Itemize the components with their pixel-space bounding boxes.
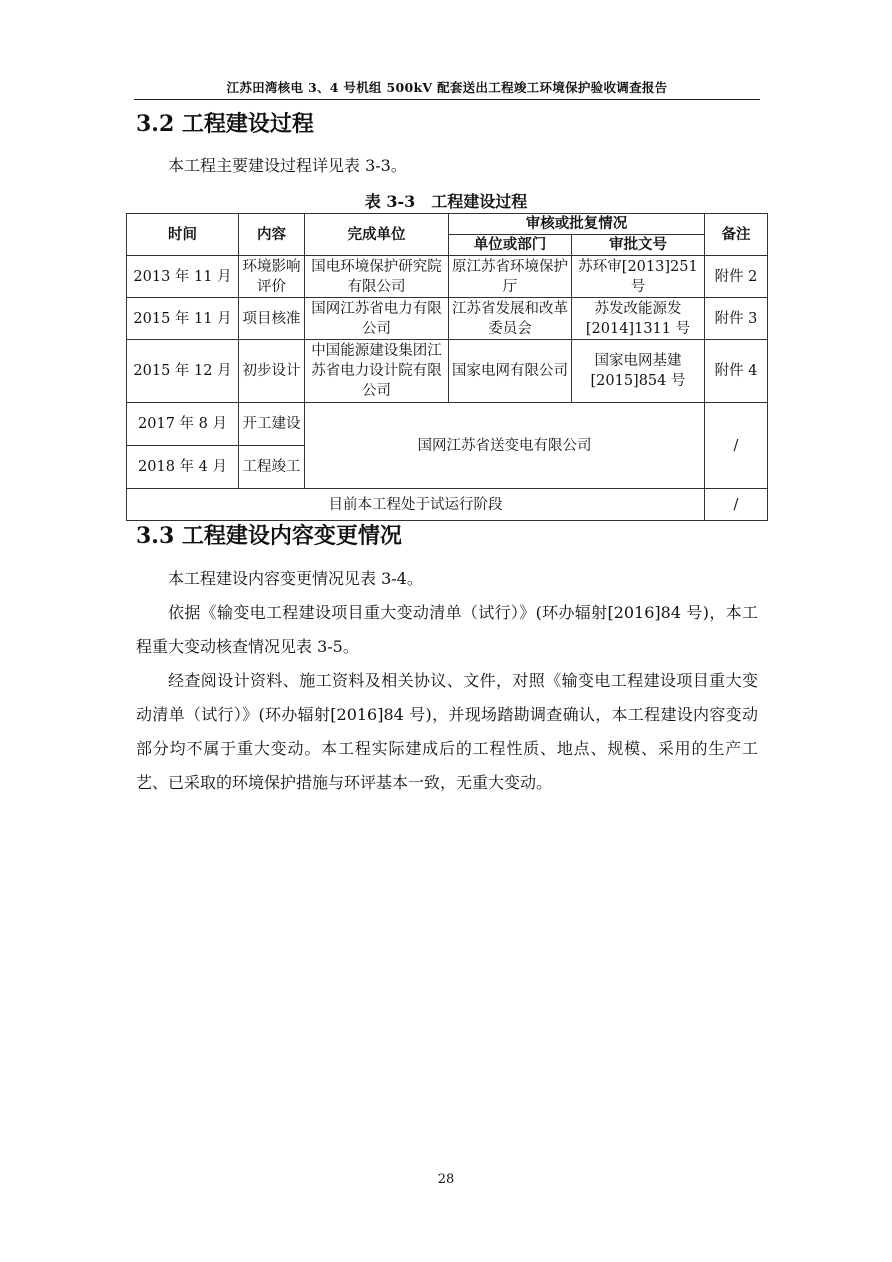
table-row	[127, 403, 768, 446]
cell-doc: 苏环审[2013]251号	[572, 256, 705, 298]
section-3-3-paragraph-2: 依据《输变电工程建设项目重大变动清单（试行）》(环办辐射[2016]84 号)，本工程重大变动核查情况见表 3-5。	[136, 603, 758, 656]
table-row	[127, 340, 768, 403]
cell-content: 初步设计	[239, 340, 305, 403]
table-row	[127, 298, 768, 340]
table-footer-row	[127, 489, 768, 521]
cell-unit: 国网江苏省电力有限公司	[305, 298, 449, 340]
section-3-3-heading: 3.3 工程建设内容变更情况	[136, 523, 402, 549]
cell-time: 2018 年 4 月	[127, 446, 239, 489]
cell-dept: 国家电网有限公司	[449, 340, 572, 403]
report-header-title: 江苏田湾核电 3、4 号机组 500kV 配套送出工程竣工环境保护验收调查报告	[226, 80, 668, 95]
cell-unit: 国电环境保护研究院有限公司	[305, 256, 449, 298]
section-3-2-intro: 本工程主要建设过程详见表 3-3。	[168, 156, 407, 175]
cell-footer-text: 目前本工程处于试运行阶段	[127, 489, 705, 521]
table-row	[127, 256, 768, 298]
cell-footer-note: /	[705, 489, 768, 521]
cell-note: 附件 4	[705, 340, 768, 403]
cell-time: 2015 年 12 月	[127, 340, 239, 403]
header-rule	[134, 99, 760, 100]
cell-time: 2017 年 8 月	[127, 403, 239, 446]
cell-time: 2015 年 11 月	[127, 298, 239, 340]
header-dept: 单位或部门	[449, 235, 572, 256]
section-3-3-paragraph-3: 经查阅设计资料、施工资料及相关协议、文件，对照《输变电工程建设项目重大变动清单（试行）》(环办辐射[2016]84 号)，并现场踏勘调查确认，本工程建设内容变动部分均不属于重大变动。本工程实际建成后的工程性质、地点、规模、采用的生产工艺、已采取的环境保护措施与环评基本一致，无重大变动。	[136, 671, 758, 792]
section-3-2-heading: 3.2 工程建设过程	[136, 111, 314, 137]
table-header-row	[127, 214, 768, 235]
header-time: 时间	[127, 214, 239, 256]
construction-process-table	[126, 213, 768, 521]
page-number: 28	[437, 1172, 455, 1187]
cell-content: 工程竣工	[239, 446, 305, 489]
cell-content: 开工建设	[239, 403, 305, 446]
cell-content: 环境影响评价	[239, 256, 305, 298]
cell-unit: 中国能源建设集团江苏省电力设计院有限公司	[305, 340, 449, 403]
cell-dept: 原江苏省环境保护厅	[449, 256, 572, 298]
cell-dept: 江苏省发展和改革委员会	[449, 298, 572, 340]
cell-doc: 苏发改能源发[2014]1311 号	[572, 298, 705, 340]
header-content: 内容	[239, 214, 305, 256]
cell-note: 附件 3	[705, 298, 768, 340]
cell-note: 附件 2	[705, 256, 768, 298]
header-review: 审核或批复情况	[449, 214, 705, 235]
cell-doc: 国家电网基建[2015]854 号	[572, 340, 705, 403]
header-unit: 完成单位	[305, 214, 449, 256]
cell-merged-note: /	[705, 403, 768, 489]
cell-time: 2013 年 11 月	[127, 256, 239, 298]
cell-merged-unit: 国网江苏省送变电有限公司	[305, 403, 705, 489]
header-note: 备注	[705, 214, 768, 256]
header-doc: 审批文号	[572, 235, 705, 256]
cell-content: 项目核准	[239, 298, 305, 340]
table-3-3-caption: 表 3-3 工程建设过程	[364, 192, 528, 211]
section-3-3-paragraph-1: 本工程建设内容变更情况见表 3-4。	[168, 569, 423, 588]
